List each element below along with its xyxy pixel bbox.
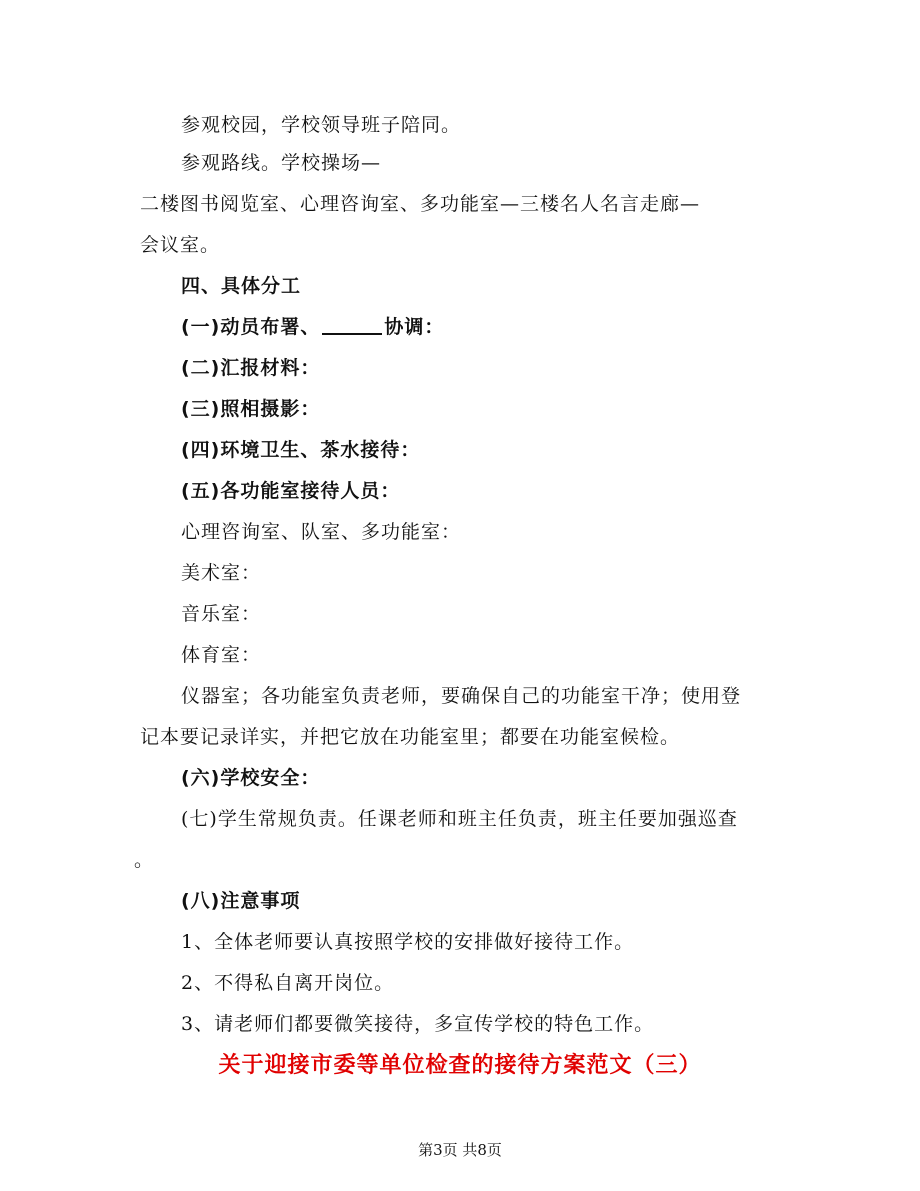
list-item: 3、请老师们都要微笑接待，多宣传学校的特色工作。 (181, 1013, 655, 1035)
paragraph-line: 仪器室；各功能室负责老师，要确保自己的功能室干净；使用登 (181, 685, 742, 707)
paragraph-line: 心理咨询室、队室、多功能室： (181, 521, 462, 543)
task-label: 协调： (384, 316, 445, 338)
task-item: (三)照相摄影： (181, 398, 321, 420)
paragraph-line: 二楼图书阅览室、心理咨询室、多功能室—三楼名人名言走廊— (140, 193, 701, 215)
page-footer: 第3页 共8页 (418, 1141, 502, 1159)
task-item: (四)环境卫生、茶水接待： (181, 439, 421, 461)
list-item: 1、全体老师要认真按照学校的安排做好接待工作。 (181, 931, 635, 953)
list-item: 2、不得私自离开岗位。 (181, 972, 395, 994)
task-item: (二)汇报材料： (181, 357, 321, 379)
paragraph-line: 音乐室： (181, 603, 262, 625)
paragraph-line: 体育室： (181, 644, 262, 666)
paragraph-line: 美术室： (181, 562, 262, 584)
paragraph-line: 会议室。 (140, 234, 221, 256)
paragraph-line: 记本要记录详实，并把它放在功能室里；都要在功能室候检。 (140, 726, 681, 748)
paragraph-line: (七)学生常规负责。任课老师和班主任负责，班主任要加强巡查 (181, 808, 738, 830)
task-item: (六)学校安全： (181, 767, 321, 789)
task-item: (五)各功能室接待人员： (181, 480, 401, 502)
paragraph-line: 参观校园，学校领导班子陪同。 (181, 114, 462, 136)
paragraph-line: 参观路线。学校操场— (181, 152, 382, 174)
task-label: (一)动员布署、 (181, 316, 321, 338)
task-item (181, 315, 444, 339)
section-heading: 四、具体分工 (181, 275, 302, 297)
blank-underline (322, 315, 382, 335)
paragraph-line: 。 (134, 849, 155, 871)
section-heading: (八)注意事项 (181, 890, 301, 912)
section-title: 关于迎接市委等单位检查的接待方案范文（三） (218, 1053, 702, 1078)
